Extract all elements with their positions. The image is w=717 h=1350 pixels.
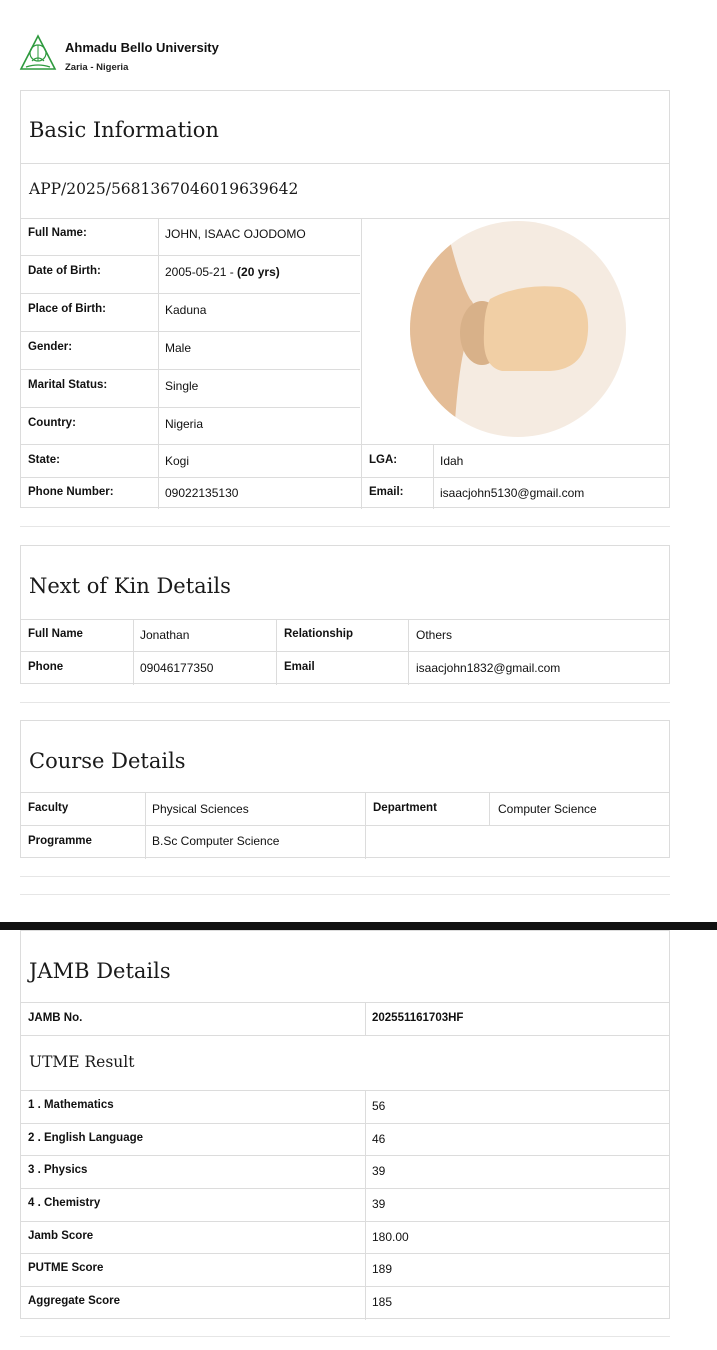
label-jamb-number: JAMB No. — [28, 1012, 83, 1024]
value-faculty: Physical Sciences — [152, 802, 249, 816]
utme-result-title: UTME Result — [29, 1053, 135, 1071]
result-label: Aggregate Score — [28, 1295, 121, 1307]
value-state: Kogi — [165, 454, 190, 468]
result-value: 189 — [372, 1262, 393, 1276]
basic-information-section — [20, 90, 670, 508]
university-location: Zaria - Nigeria — [65, 62, 129, 73]
university-logo-icon — [18, 34, 58, 72]
dob-text: 2005-05-21 - — [165, 265, 238, 279]
value-lga: Idah — [440, 454, 464, 468]
result-value: 39 — [372, 1197, 386, 1211]
course-details-section — [20, 720, 670, 858]
result-label: 3 . Physics — [28, 1164, 88, 1176]
label-kin-email: Email — [284, 661, 315, 673]
passport-photo-avatar-icon — [410, 221, 626, 441]
result-label: 2 . English Language — [28, 1132, 144, 1144]
result-value: 185 — [372, 1295, 393, 1309]
result-value: 39 — [372, 1164, 386, 1178]
university-name: Ahmadu Bello University — [65, 40, 219, 55]
page-header — [18, 34, 658, 74]
value-email: isaacjohn5130@gmail.com — [440, 486, 585, 500]
label-email: Email: — [369, 486, 404, 498]
label-place-of-birth: Place of Birth: — [28, 303, 106, 315]
result-value: 180.00 — [372, 1230, 409, 1244]
value-kin-phone: 09046177350 — [140, 661, 214, 675]
label-kin-full-name: Full Name — [28, 628, 83, 640]
section-title: Basic Information — [29, 118, 219, 142]
value-full-name: JOHN, ISAAC OJODOMO — [165, 227, 306, 241]
label-kin-phone: Phone — [28, 661, 64, 673]
label-marital-status: Marital Status: — [28, 379, 108, 391]
result-label: 4 . Chemistry — [28, 1197, 101, 1209]
value-kin-full-name: Jonathan — [140, 628, 190, 642]
label-faculty: Faculty — [28, 802, 69, 814]
label-programme: Programme — [28, 835, 92, 847]
value-place-of-birth: Kaduna — [165, 303, 207, 317]
age-text: (20 yrs) — [237, 265, 280, 279]
value-kin-relationship: Others — [416, 628, 453, 642]
value-kin-email: isaacjohn1832@gmail.com — [416, 661, 561, 675]
value-gender: Male — [165, 341, 192, 355]
application-number: APP/2025/5681367046019639642 — [29, 180, 299, 198]
label-country: Country: — [28, 417, 76, 429]
section-title: Course Details — [29, 749, 186, 773]
label-kin-relationship: Relationship — [284, 628, 354, 640]
jamb-details-section — [20, 930, 670, 1319]
value-phone-number: 09022135130 — [165, 486, 239, 500]
value-jamb-number: 202551161703HF — [372, 1012, 464, 1024]
result-label: PUTME Score — [28, 1262, 104, 1274]
result-label: Jamb Score — [28, 1230, 94, 1242]
value-programme: B.Sc Computer Science — [152, 834, 280, 848]
result-value: 56 — [372, 1099, 386, 1113]
value-date-of-birth — [165, 265, 280, 279]
label-gender: Gender: — [28, 341, 73, 353]
result-value: 46 — [372, 1132, 386, 1146]
label-full-name: Full Name: — [28, 227, 87, 239]
value-country: Nigeria — [165, 417, 204, 431]
page-break-bar — [0, 922, 717, 930]
label-lga: LGA: — [369, 454, 398, 466]
label-phone-number: Phone Number: — [28, 486, 114, 498]
label-date-of-birth: Date of Birth: — [28, 265, 101, 277]
label-department: Department — [373, 802, 437, 814]
label-state: State: — [28, 454, 60, 466]
section-title: Next of Kin Details — [29, 574, 231, 598]
next-of-kin-section — [20, 545, 670, 684]
result-label: 1 . Mathematics — [28, 1099, 114, 1111]
value-marital-status: Single — [165, 379, 199, 393]
value-department: Computer Science — [498, 802, 597, 816]
section-title: JAMB Details — [29, 959, 171, 983]
